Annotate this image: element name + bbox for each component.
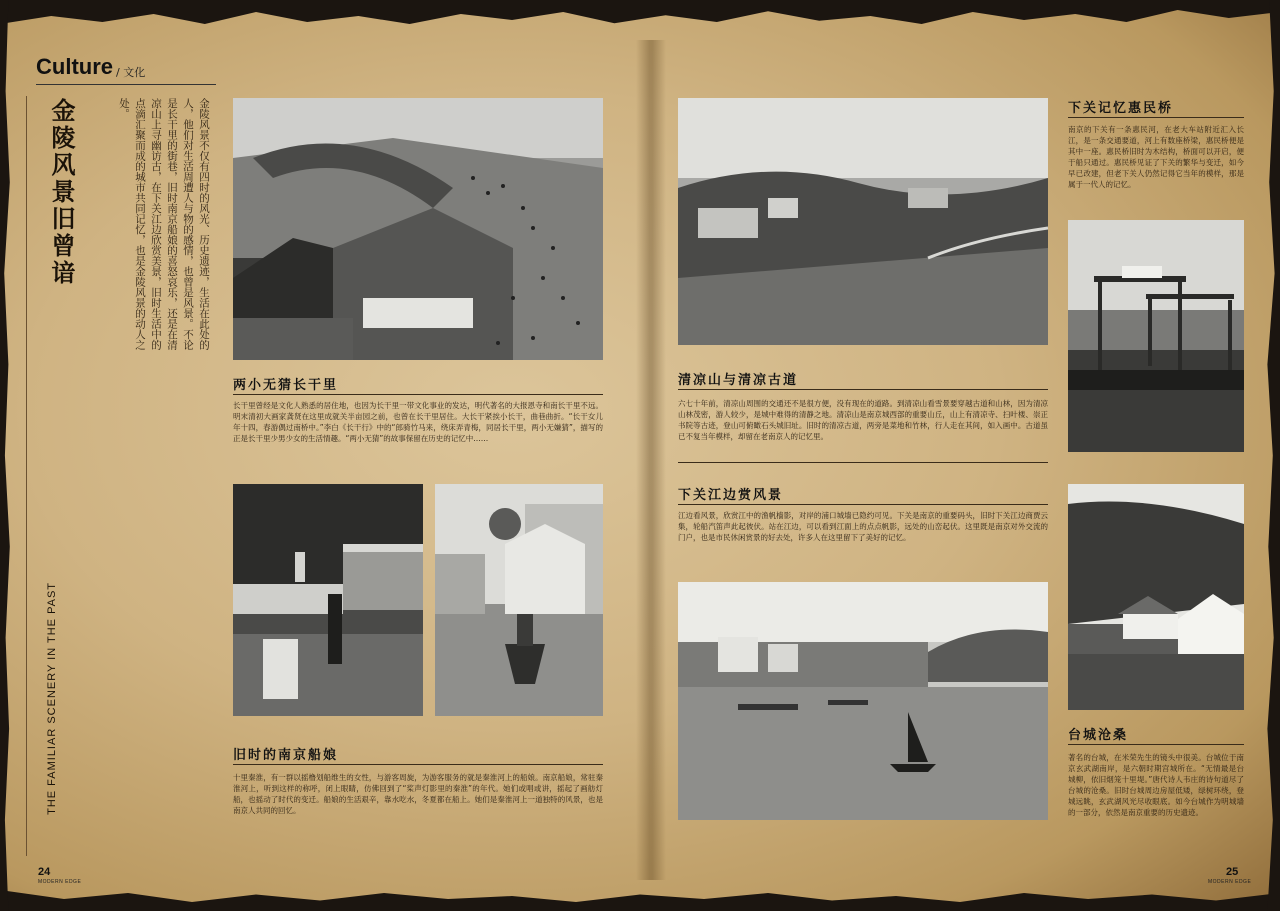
canal-boat-photo-icon	[435, 484, 603, 716]
caption-taicheng: 台城沧桑	[1068, 728, 1129, 743]
left-margin-rule	[26, 96, 27, 856]
body-boatwomen: 十里秦淮，有一群以摇橹划船维生的女性，与游客周旋，为游客服务的就是秦淮河上的船娘。南京船娘，常驻秦淮河上，听到这样的称呼，闭上眼睛，仿佛回到了“桨声灯影里的秦淮”的年代。她们或唱或讲，摇起了画舫灯船，也摇动了时代的变迁。船娘的生活艰辛，靠水吃水，冬夏都在船上。她们是秦淮河上一道独特的风景，也是南京人共同的回忆。	[233, 773, 603, 815]
body-huiminqiao: 南京的下关有一条惠民河，在老大车站附近汇入长江，是一条交通要道，河上有数座桥梁，惠民桥便是其中一座。惠民桥旧时为木结构，桥面可以开启，便于船只通过。惠民桥见证了下关的繁华与变迁，如今早已改建，但老下关人仍然记得它当年的模样，那是属于一代人的记忆。	[1068, 125, 1244, 189]
caption-huiminqiao: 下关记忆惠民桥	[1068, 101, 1174, 116]
page-spine	[636, 40, 666, 880]
bridge-photo-icon	[1068, 220, 1244, 452]
brand-rule	[36, 84, 216, 85]
caption-rule	[233, 394, 603, 395]
caption-rule	[678, 389, 1048, 390]
caption-rule	[678, 504, 1048, 505]
caption-rule	[233, 764, 603, 765]
brand-title: Culture	[36, 54, 113, 79]
caption-changganli: 两小无猜长干里	[233, 378, 339, 393]
section-divider	[678, 462, 1048, 463]
body-xiaguan: 江边看风景，欣赏江中的渔帆樯影，对岸的浦口城墙已隐约可见。下关是南京的重要码头，旧时下关江边商贾云集，轮船汽笛声此起彼伏。站在江边，可以看到江面上的点点帆影，远处的山峦起伏。这里既是南京对外交流的门户，也是市民休闲赏景的好去处，许多人在这里留下了美好的记忆。	[678, 511, 1048, 542]
torn-edge-right	[1262, 0, 1280, 911]
caption-boatwomen: 旧时的南京船娘	[233, 748, 339, 763]
wall-houses-photo-icon	[1068, 484, 1244, 710]
body-changganli: 长干里曾经是文化人熟悉的居住地，也因为长干里一带文化事业的发达，明代著名的大报恩寺和南长干里不远。明末清初大画家龚贤在这里成就关半亩园之前，也曾在长干里居住。大长干紧挨小长干，曲巷曲折。“长干女儿年十四，春游偶过南桥中。”李白《长干行》中的“郎骑竹马来，绕床弄青梅，同居长干里，两小无嫌猜”，描写的正是长干里少男少女的生活情趣。“两小无猜”的故事保留在历史的记忆中……	[233, 401, 603, 443]
caption-rule	[1068, 117, 1244, 118]
caption-xiaguan: 下关江边赏风景	[678, 488, 784, 503]
caption-rule	[1068, 744, 1244, 745]
page-number-right: 25	[1226, 866, 1239, 878]
side-label: THE FAMILIAR SCENERY IN THE PAST	[46, 582, 58, 815]
street-bridge-photo-icon	[233, 98, 603, 360]
brand-subtitle: / 文化	[116, 66, 146, 79]
page-sub-left: MODERN EDGE	[38, 879, 82, 885]
caption-qingliangshan: 清凉山与清凉古道	[678, 373, 799, 388]
riverside-sailboat-photo-icon	[678, 582, 1048, 820]
page-number-left: 24	[38, 866, 51, 878]
torn-edge-left	[0, 0, 14, 911]
body-taicheng: 著名的台城，在米荣先生的镜头中很美。台城位于南京玄武湖南岸，是六朝时期宫城所在。“无情最是台城柳，依旧烟笼十里堤。”唐代诗人韦庄的诗句道尽了台城的沧桑。旧时台城周边房屋低矮，绿树环绕，登城远眺，玄武湖风光尽收眼底。如今台城作为明城墙的一部分，依然是南京重要的历史遗迹。	[1068, 753, 1244, 817]
torn-edge-top	[0, 0, 1280, 40]
torn-edge-bottom	[0, 881, 1280, 911]
hillside-photo-icon	[678, 98, 1048, 345]
harbor-boat-photo-icon	[233, 484, 423, 716]
article-title: 金陵风景旧曾谙	[47, 98, 76, 287]
page-sub-right: MODERN EDGE	[1208, 879, 1252, 885]
body-qingliangshan: 六七十年前，清凉山周围的交通还不是很方便，没有现在的道路。到清凉山看雪景要穿越古道和山林，因为清凉山林茂密，游人较少，是城中难得的清静之地。清凉山是南京城西部的重要山丘，山上有清凉寺、扫叶楼、崇正书院等古迹，登山可俯瞰石头城旧址。旧时的清凉古道，两旁是菜地和竹林，行人走在其间，如入画中。古道虽已不复当年模样，却留在老南京人的记忆里。	[678, 399, 1048, 441]
article-intro: 金陵风景不仅有四时的风光、历史遗迹，生活在此处的人，他们对生活周遭人与物的感情，也曾是风景。不论是长干里的街巷，旧时南京船娘的喜怒哀乐，还是在清凉山上寻幽访古，在下关江边欣赏美景，旧时生活中的点滴汇聚而成的城市共同记忆，也是金陵风景的动人之处。	[118, 98, 210, 350]
